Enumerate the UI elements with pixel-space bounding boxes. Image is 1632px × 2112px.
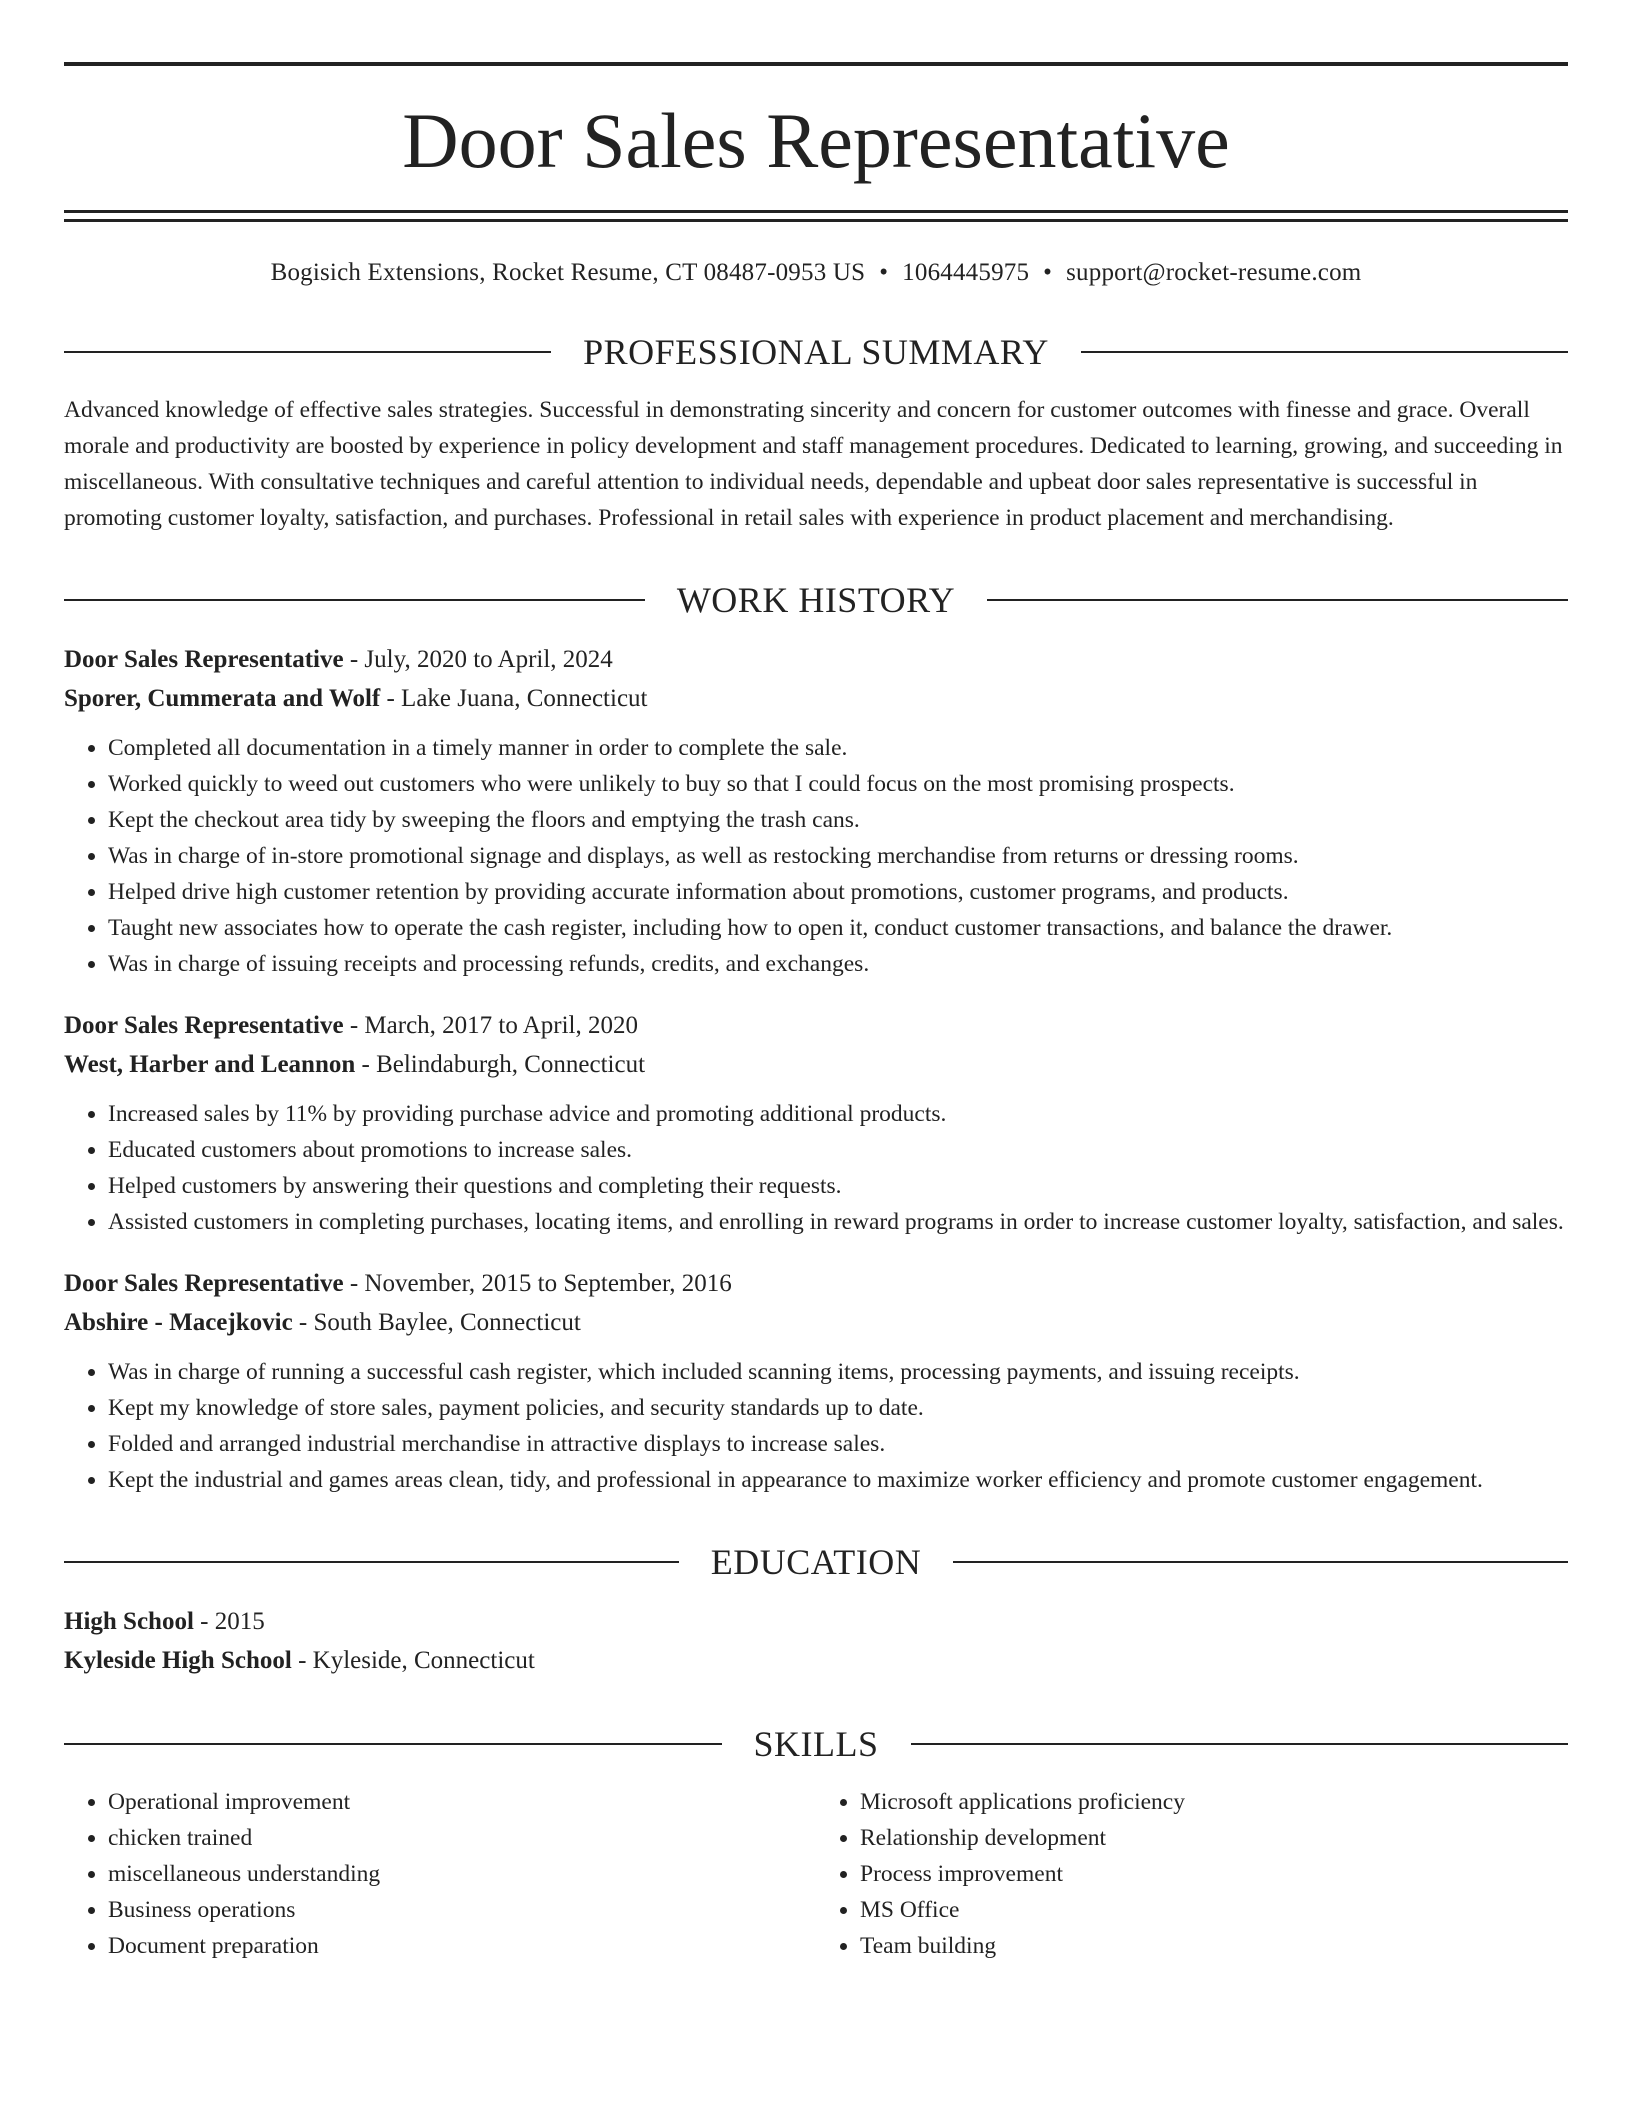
contact-email: support@rocket-resume.com — [1066, 259, 1362, 286]
section-title-education: EDUCATION — [710, 1542, 922, 1582]
section-rule-right — [1081, 351, 1568, 353]
job-bullet: • Helped customers by answering their questions and completing their requests. — [108, 1168, 1568, 1204]
job-company-line — [64, 1045, 1568, 1084]
section-header-summary — [64, 334, 1568, 370]
job-bullet: • Kept the checkout area tidy by sweeping the floors and emptying the trash cans. — [108, 802, 1568, 838]
skills-column-right — [816, 1784, 1568, 1964]
skills-column-left — [64, 1784, 816, 1964]
skills-list — [64, 1784, 1568, 1964]
education-location: - Kyleside, Connecticut — [291, 1647, 535, 1674]
contact-separator: • — [1043, 259, 1053, 286]
section-rule-right — [911, 1743, 1569, 1745]
resume-name: Door Sales Representative — [402, 97, 1230, 184]
job-bullet: • Helped drive high customer retention by providing accurate information about promotions, customer programs, and products. — [108, 874, 1568, 910]
job-title-line — [64, 1264, 1568, 1303]
header-top-rule — [64, 62, 1568, 66]
job-title: Door Sales Representative — [64, 1012, 344, 1039]
education-year: - 2015 — [193, 1608, 265, 1635]
job-location: - Belindaburgh, Connecticut — [355, 1051, 646, 1078]
job-bullet: • Completed all documentation in a timely manner in order to complete the sale. — [108, 730, 1568, 766]
skills-bullets — [816, 1784, 1568, 1964]
job-title: Door Sales Representative — [64, 646, 344, 673]
job-bullet: • Taught new associates how to operate the cash register, including how to open it, conduct customer transactions, and balance the drawer. — [108, 910, 1568, 946]
section-rule-right — [953, 1561, 1568, 1563]
contact-line — [64, 258, 1568, 288]
section-title-skills: SKILLS — [753, 1724, 879, 1764]
section-rule-left — [64, 351, 551, 353]
education-school: Kyleside High School — [64, 1647, 292, 1674]
job-bullet: • Was in charge of running a successful cash register, which included scanning items, processing payments, and issuing receipts. — [108, 1354, 1568, 1390]
work-history-list — [64, 640, 1568, 1498]
job-company: West, Harber and Leannon — [64, 1051, 356, 1078]
section-title-work: WORK HISTORY — [676, 580, 956, 620]
job-bullet: • Was in charge of in-store promotional signage and displays, as well as restocking merchandise from returns or dressing rooms. — [108, 838, 1568, 874]
education-entry — [64, 1602, 1568, 1680]
skill-item: • Microsoft applications proficiency — [860, 1784, 1568, 1820]
skill-item: • chicken trained — [108, 1820, 816, 1856]
header-double-rule — [64, 210, 1568, 222]
job-company: Sporer, Cummerata and Wolf — [64, 685, 381, 712]
contact-phone: 1064445975 — [902, 259, 1030, 286]
job-company-line — [64, 1303, 1568, 1342]
job-bullet: • Was in charge of issuing receipts and processing refunds, credits, and exchanges. — [108, 946, 1568, 982]
section-rule-right — [987, 599, 1568, 601]
job-company-line — [64, 679, 1568, 718]
job-dates: - July, 2020 to April, 2024 — [343, 646, 613, 673]
job-bullet: • Worked quickly to weed out customers who were unlikely to buy so that I could focus on the most promising prospects. — [108, 766, 1568, 802]
job-company: Abshire - Macejkovic — [64, 1309, 293, 1336]
job-bullet: • Kept the industrial and games areas clean, tidy, and professional in appearance to maximize worker efficiency and promote customer engagement. — [108, 1462, 1568, 1498]
job-title-line — [64, 1006, 1568, 1045]
section-header-skills — [64, 1726, 1568, 1762]
job-title: Door Sales Representative — [64, 1270, 344, 1297]
job-location: - South Baylee, Connecticut — [292, 1309, 581, 1336]
job-dates: - November, 2015 to September, 2016 — [343, 1270, 732, 1297]
skill-item: • Relationship development — [860, 1820, 1568, 1856]
job-bullets — [64, 1096, 1568, 1240]
job-entry — [64, 1264, 1568, 1498]
contact-separator: • — [879, 259, 889, 286]
education-school-line — [64, 1641, 1568, 1680]
job-dates: - March, 2017 to April, 2020 — [343, 1012, 639, 1039]
section-rule-left — [64, 1561, 679, 1563]
job-bullets — [64, 1354, 1568, 1498]
job-bullet: • Increased sales by 11% by providing purchase advice and promoting additional products. — [108, 1096, 1568, 1132]
education-degree-line — [64, 1602, 1568, 1641]
job-bullet: • Folded and arranged industrial merchandise in attractive displays to increase sales. — [108, 1426, 1568, 1462]
section-rule-left — [64, 599, 645, 601]
job-entry — [64, 640, 1568, 982]
summary-text: Advanced knowledge of effective sales strategies. Successful in demonstrating sincerity and concern for customer outcomes with finesse and grace. Overall morale and productivity are boosted by experience in policy development and staff management procedures. Dedicated to learning, growing, and succeeding in miscellaneous. With consultative techniques and careful attention to individual needs, dependable and upbeat door sales representative is successful in promoting customer loyalty, satisfaction, and purchases. Professional in retail sales with experience in product placement and merchandising. — [64, 397, 1563, 531]
education-degree: High School — [64, 1608, 194, 1635]
job-bullets — [64, 730, 1568, 982]
skill-item: • miscellaneous understanding — [108, 1856, 816, 1892]
job-bullet: • Assisted customers in completing purchases, locating items, and enrolling in reward programs in order to increase customer loyalty, satisfaction, and sales. — [108, 1204, 1568, 1240]
skill-item: • Team building — [860, 1928, 1568, 1964]
job-location: - Lake Juana, Connecticut — [380, 685, 648, 712]
skills-bullets — [64, 1784, 816, 1964]
section-header-work — [64, 582, 1568, 618]
job-title-line — [64, 640, 1568, 679]
skill-item: • Business operations — [108, 1892, 816, 1928]
job-bullet: • Kept my knowledge of store sales, payment policies, and security standards up to date. — [108, 1390, 1568, 1426]
job-bullet: • Educated customers about promotions to increase sales. — [108, 1132, 1568, 1168]
skill-item: • Document preparation — [108, 1928, 816, 1964]
skill-item: • MS Office — [860, 1892, 1568, 1928]
skill-item: • Operational improvement — [108, 1784, 816, 1820]
section-header-education — [64, 1544, 1568, 1580]
skill-item: • Process improvement — [860, 1856, 1568, 1892]
section-rule-left — [64, 1743, 722, 1745]
contact-address: Bogisich Extensions, Rocket Resume, CT 08487-0953 US — [270, 259, 866, 286]
job-entry — [64, 1006, 1568, 1240]
section-title-summary: PROFESSIONAL SUMMARY — [583, 332, 1049, 372]
